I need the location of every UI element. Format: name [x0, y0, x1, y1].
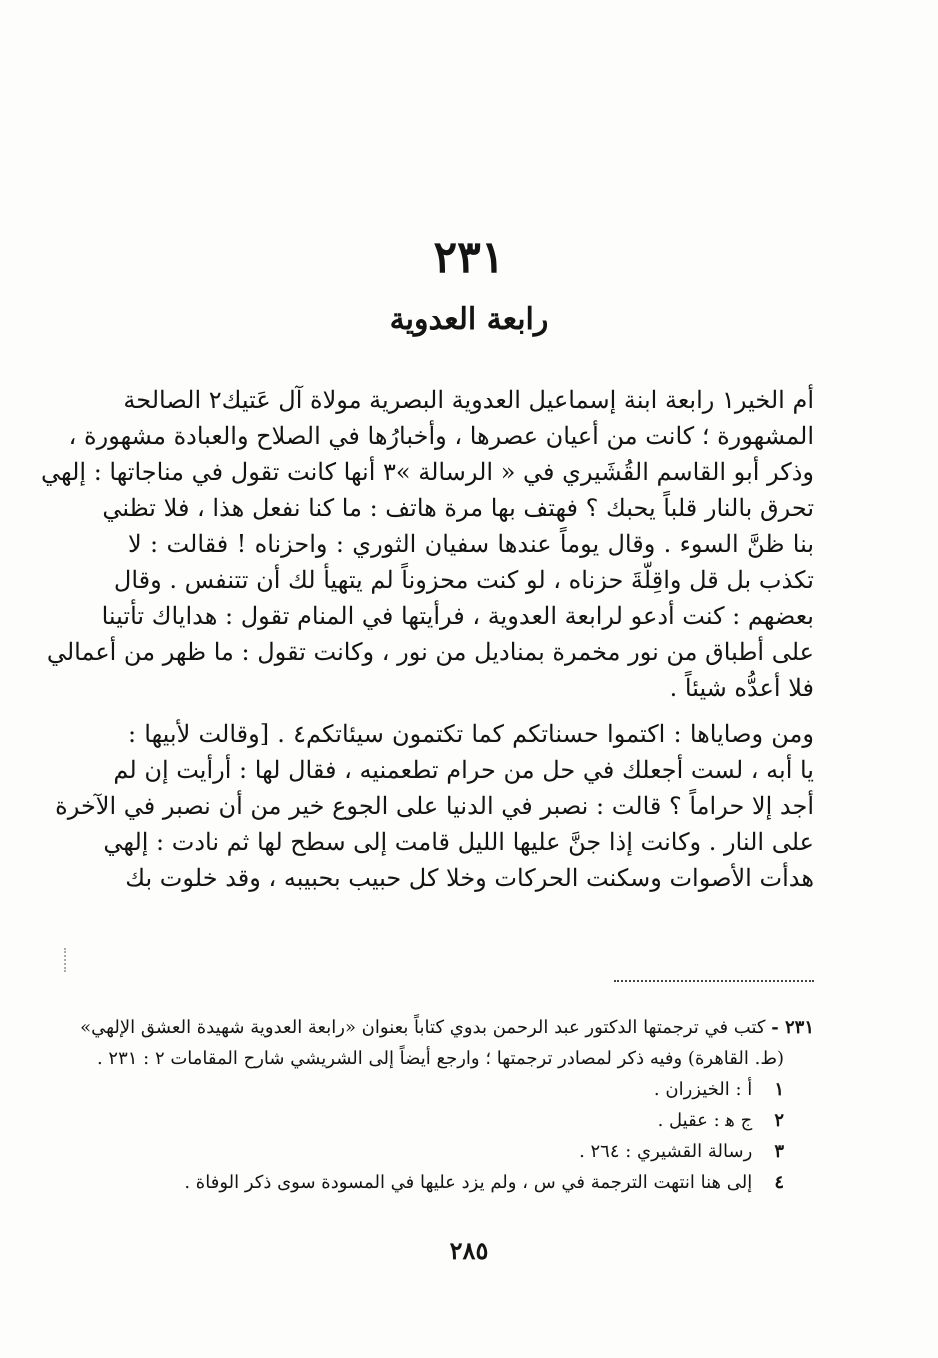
footnote-main-number: ٢٣١ -: [771, 1017, 814, 1038]
text-line: على النار . وكانت إذا جنَّ عليها الليل قامت إلى سطح لها ثم نادت : إلهي: [103, 828, 814, 856]
main-text: [41, 382, 814, 896]
footnotes: [80, 1012, 814, 1198]
margin-mark: [64, 948, 68, 972]
text-line: أجد إلا حراماً ؟ قالت : نصبر في الدنيا على الجوع خير من أن نصبر في الآخرة: [55, 792, 814, 820]
text-line: وذكر أبو القاسم القُشَيري في « الرسالة »٣ أنها كانت تقول في مناجاتها : إلهي: [41, 458, 814, 486]
footnote-text: إلى هنا انتهت الترجمة في س ، ولم يزد عليها في المسودة سوى ذكر الوفاة .: [184, 1172, 753, 1193]
page-number: ٢٨٥: [449, 1236, 489, 1265]
footnote-number: ٣: [774, 1141, 784, 1162]
text-line: بعضهم : كنت أدعو لرابعة العدوية ، فرأيتها في المنام تقول : هداياك تأتينا: [101, 602, 814, 630]
text-line: تحرق بالنار قلباً يحبك ؟ فهتف بها مرة هاتف : ما كنا نفعل هذا ، فلا تظني: [102, 494, 814, 522]
text-line: يا أبه ، لست أجعلك في حل من حرام تطعمنيه ، فقال لها : أرأيت إن لم: [113, 756, 814, 784]
paragraph-gap: [128, 706, 814, 716]
text-line: تكذب بل قل واقِلّةَ حزناه ، لو كنت محزوناً لم يتهيأ لك أن تتنفس . وقال: [113, 566, 814, 594]
footnote-text: أ : الخيزران .: [653, 1079, 753, 1100]
footnote-number: ٢: [774, 1110, 784, 1131]
text-line: بنا ظنَّ السوء . وقال يوماً عندها سفيان الثوري : واحزناه ! فقالت : لا: [128, 530, 814, 558]
text-line: أم الخير١ رابعة ابنة إسماعيل العدوية البصرية مولاة آل عَتيك٢ الصالحة: [123, 386, 814, 414]
footnote-item: [128, 1136, 814, 1167]
footnote-main: [80, 1012, 814, 1043]
footnote-text: ج ﻫ : عقيل .: [657, 1110, 753, 1131]
text-line: هدأت الأصوات وسكنت الحركات وخلا كل حبيب بحبيبه ، وقد خلوت بك: [125, 864, 814, 892]
footnote-text: رسالة القشيري : ٢٦٤ .: [579, 1141, 753, 1162]
footnote-main-text: كتب في ترجمتها الدكتور عبد الرحمن بدوي كتاباً بعنوان «رابعة العدوية شهيدة العشق الإلهي»: [80, 1017, 766, 1038]
footnote-number: ٤: [774, 1172, 784, 1193]
footnote-item: [128, 1105, 814, 1136]
entry-title: رابعة العدوية: [389, 302, 549, 337]
entry-number: ٢٣١: [433, 232, 505, 283]
text-line: على أطباق من نور مخمرة بمناديل من نور ، وكانت تقول : ما ظهر من أعمالي: [46, 638, 814, 666]
text-line: فلا أعدُّه شيئاً .: [669, 674, 814, 702]
footnote-separator: [614, 980, 814, 982]
footnote-number: ١: [774, 1079, 784, 1100]
footnote-main-continuation: (ط. القاهرة) وفيه ذكر لمصادر ترجمتها ؛ وارجع أيضاً إلى الشريشي شارح المقامات ٢ : ٢٣١ .: [96, 1048, 784, 1069]
footnote-item: [128, 1167, 814, 1198]
text-line: المشهورة ؛ كانت من أعيان عصرها ، وأخبارُها في الصلاح والعبادة مشهورة ،: [68, 422, 814, 450]
footnote-item: [128, 1074, 814, 1105]
text-line: ومن وصاياها : اكتموا حسناتكم كما تكتمون سيئاتكم٤ . [وقالت لأبيها :: [128, 720, 814, 748]
